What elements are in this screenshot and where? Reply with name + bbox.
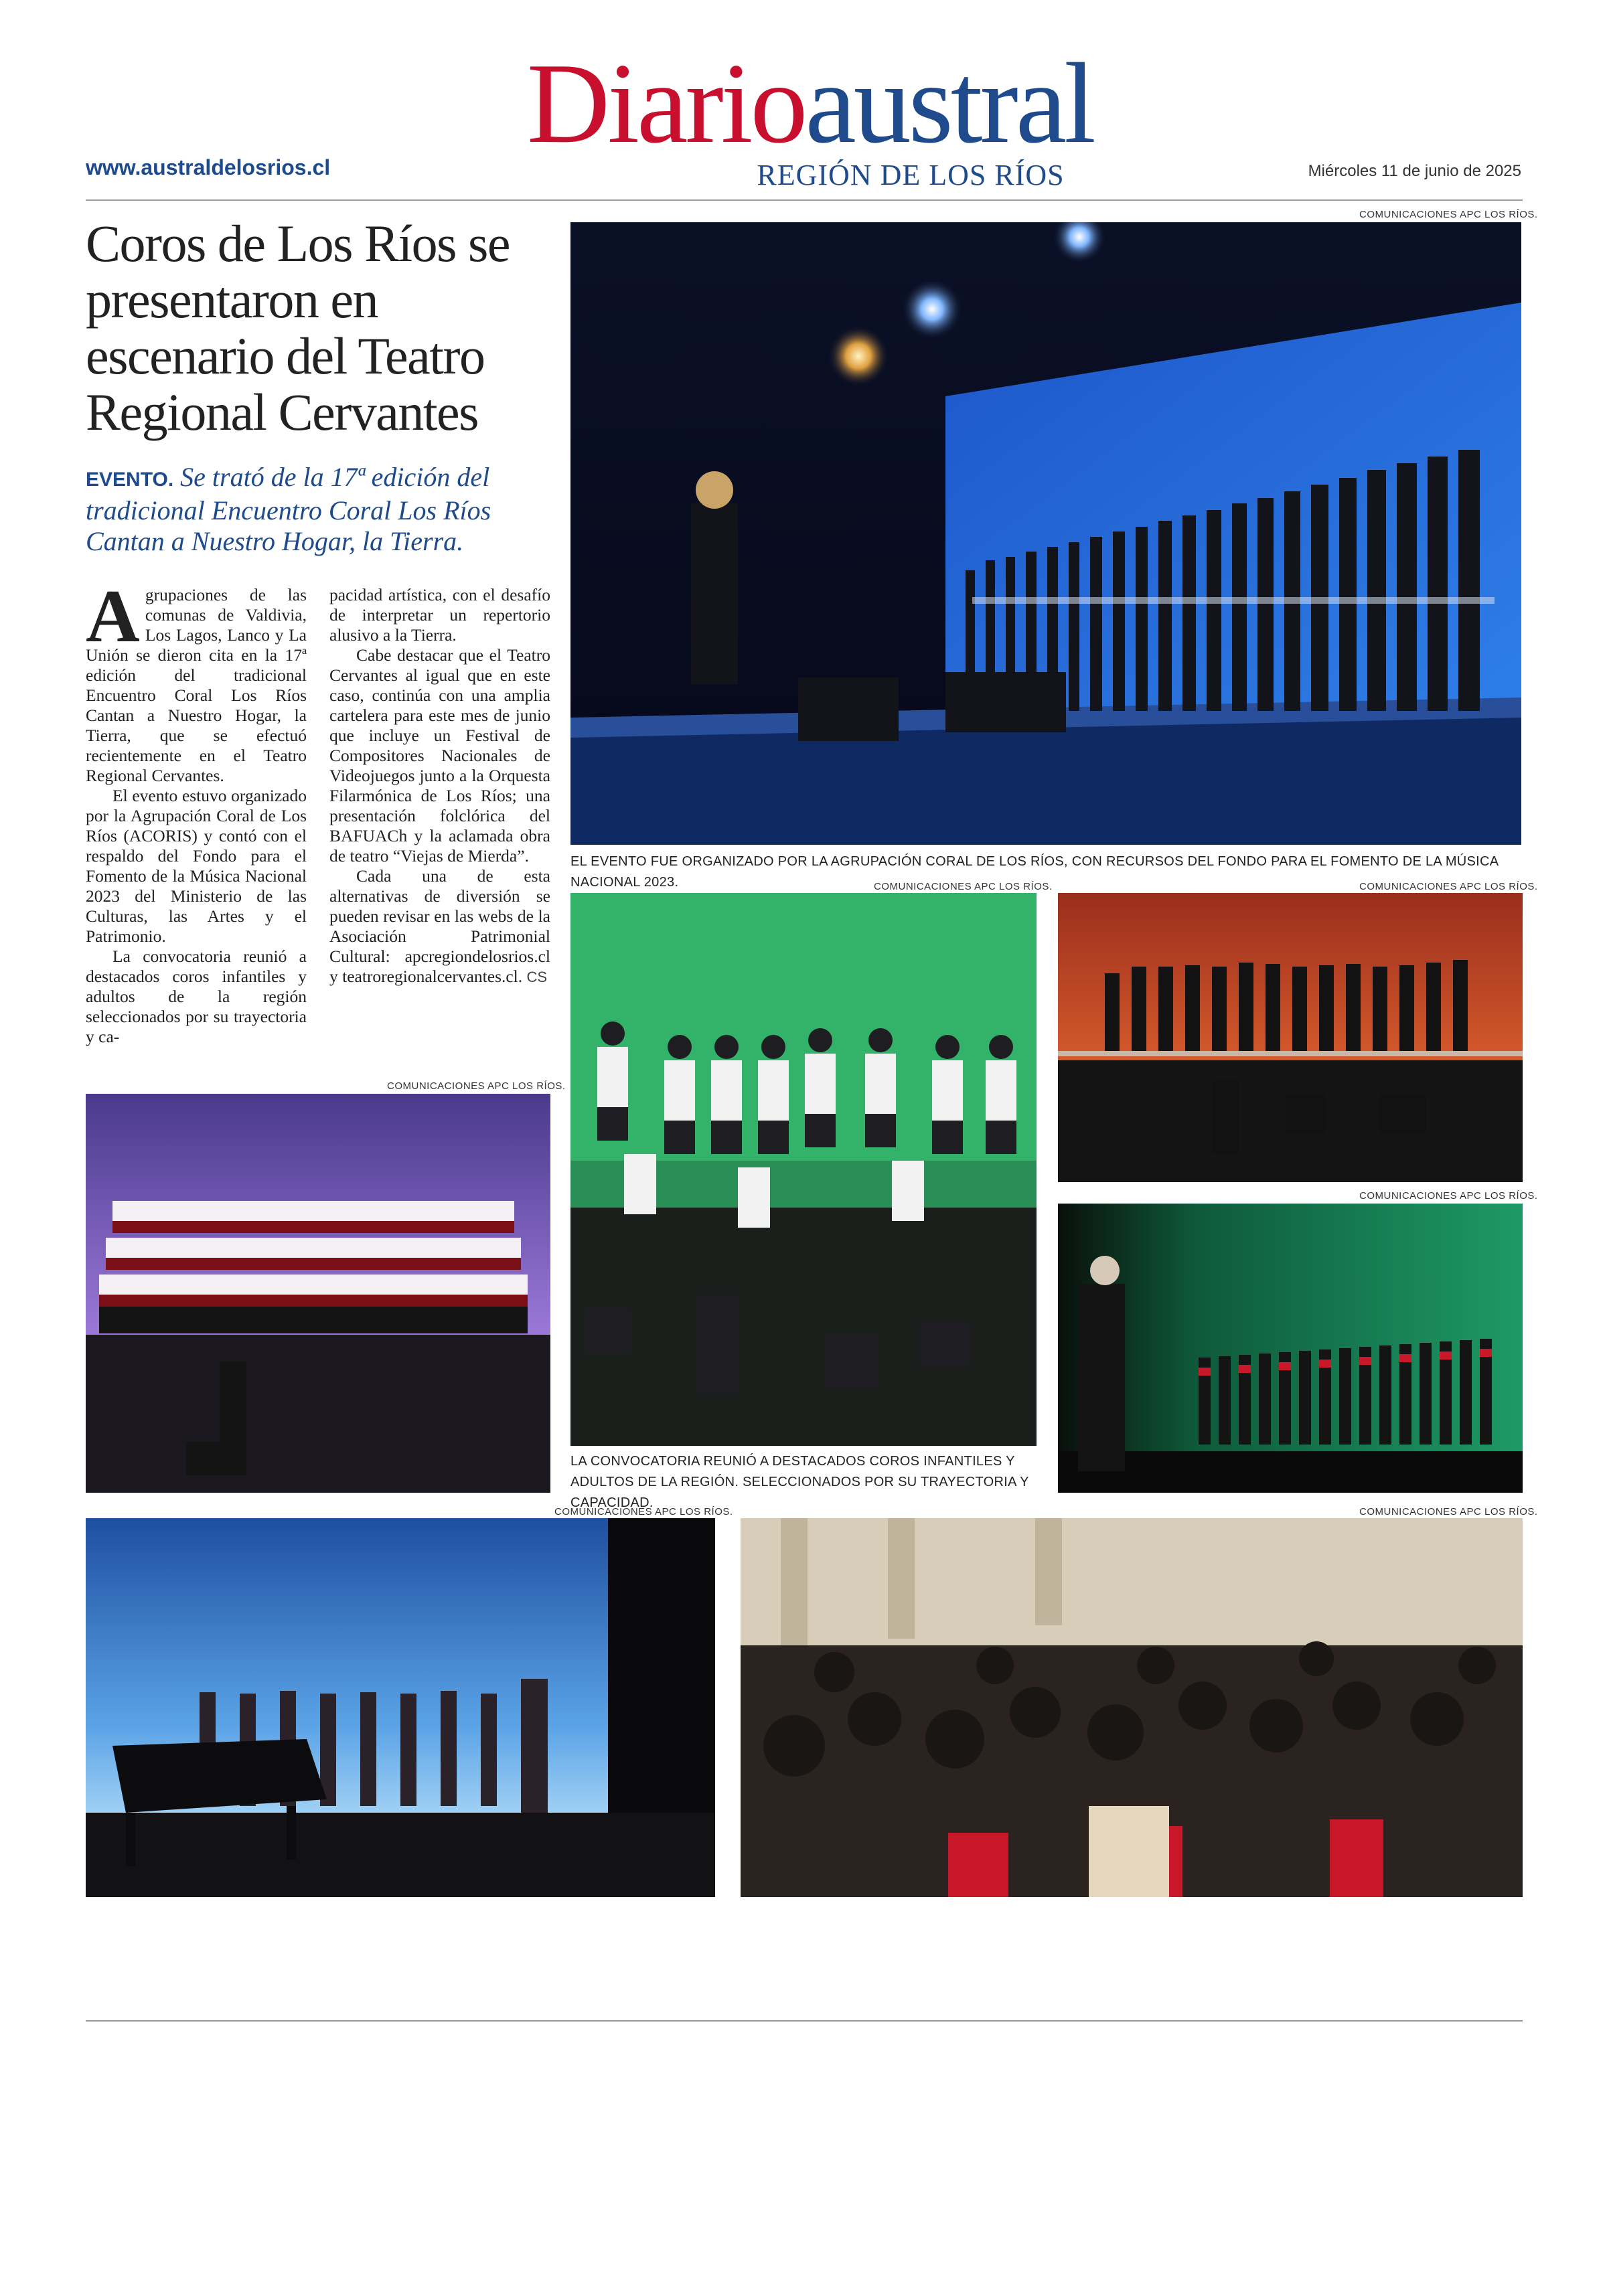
- photo-choir-orange-stage: [1058, 893, 1523, 1182]
- article-column-1: [86, 575, 307, 1047]
- newspaper-logo: Diarioaustral: [527, 40, 1093, 167]
- photo-choir-with-piano: [86, 1518, 715, 1897]
- article-column-2: [329, 585, 550, 987]
- photo-caption-middle: LA CONVOCATORIA REUNIÓ A DESTACADOS COROS INFANTILES Y ADULTOS DE LA REGIÓN. SELECCIONADOS POR SU TRAYECTORIA Y CAPACIDAD.: [570, 1454, 1029, 1510]
- photo-credit: COMUNICACIONES APC LOS RÍOS.: [874, 881, 1053, 892]
- end-mark: CS: [526, 969, 548, 985]
- article-paragraph: Cada una de esta alternativas de diversión se pueden revisar en las webs de la Asociación Patrimonial Cultural: apcregiondelosrios.cl y teatroregionalcervantes.cl. CS: [329, 866, 550, 986]
- deck-label: EVENTO.: [86, 469, 174, 491]
- photo-credit: COMUNICACIONES APC LOS RÍOS.: [554, 1506, 733, 1518]
- article-paragraph: La convocatoria reunió a destacados coros infantiles y adultos de la región seleccionados por su trayectoria y ca-: [86, 947, 307, 1046]
- deck-text: Se trató de la 17ª edición del tradicional Encuentro Coral Los Ríos Cantan a Nuestro Hogar, la Tierra.: [86, 462, 491, 556]
- article-headline: Coros de Los Ríos se presentaron en escenario del Teatro Regional Cervantes: [86, 214, 510, 441]
- article-deck: [86, 462, 554, 557]
- drop-cap: A: [86, 575, 140, 658]
- photo-credit: COMUNICACIONES APC LOS RÍOS.: [1359, 1506, 1538, 1518]
- article-paragraph: El evento estuvo organizado por la Agrupación Coral de Los Ríos (ACORIS) y contó con el respaldo del Fondo para el Fomento de la Música Nacional 2023 del Ministerio de las Culturas, las Artes y el Patrimonio.: [86, 786, 307, 946]
- website-url[interactable]: www.australdelosrios.cl: [86, 155, 331, 179]
- header-divider: [86, 199, 1523, 201]
- photo-credit: COMUNICACIONES APC LOS RÍOS.: [1359, 209, 1538, 220]
- photo-audience: [741, 1518, 1523, 1897]
- photo-credit: COMUNICACIONES APC LOS RÍOS.: [387, 1080, 566, 1092]
- photo-choir-main-stage: [570, 222, 1521, 845]
- article-paragraph: Agrupaciones de las comunas de Valdivia, Los Lagos, Lanco y La Unión se dieron cita en la 17ª edición del tradicional Encuentro Coral Los Ríos Cantan a Nuestro Hogar, la Tierra, que se efectuó recientemente en el Teatro Regional Cervantes.: [86, 575, 307, 785]
- region-subtitle: REGIÓN DE LOS RÍOS: [757, 159, 1065, 191]
- photo-youth-choir-green: [570, 893, 1037, 1446]
- masthead: [509, 40, 1112, 192]
- photo-conductor-green-stage: [1058, 1204, 1523, 1493]
- photo-caption-main: EL EVENTO FUE ORGANIZADO POR LA AGRUPACIÓN CORAL DE LOS RÍOS, CON RECURSOS DEL FONDO PARA EL FOMENTO DE LA MÚSICA NACIONAL 2023.: [570, 854, 1499, 890]
- footer-divider: [86, 2020, 1523, 2022]
- photo-credit: COMUNICACIONES APC LOS RÍOS.: [1359, 881, 1538, 892]
- photo-children-choir-violet: [86, 1094, 550, 1493]
- photo-credit: COMUNICACIONES APC LOS RÍOS.: [1359, 1190, 1538, 1202]
- article-paragraph: Cabe destacar que el Teatro Cervantes al igual que en este caso, continúa con una amplia cartelera para este mes de junio que incluye un Festival de Compositores Nacionales de Videojuegos junto a la Orquesta Filarmónica de Los Ríos; una presentación folclórica del BAFUACh y la aclamada obra de teatro “Viejas de Mierda”.: [329, 645, 550, 866]
- article-paragraph: pacidad artística, con el desafío de interpretar un repertorio alusivo a la Tierra.: [329, 585, 550, 645]
- issue-date: Miércoles 11 de junio de 2025: [1308, 162, 1521, 180]
